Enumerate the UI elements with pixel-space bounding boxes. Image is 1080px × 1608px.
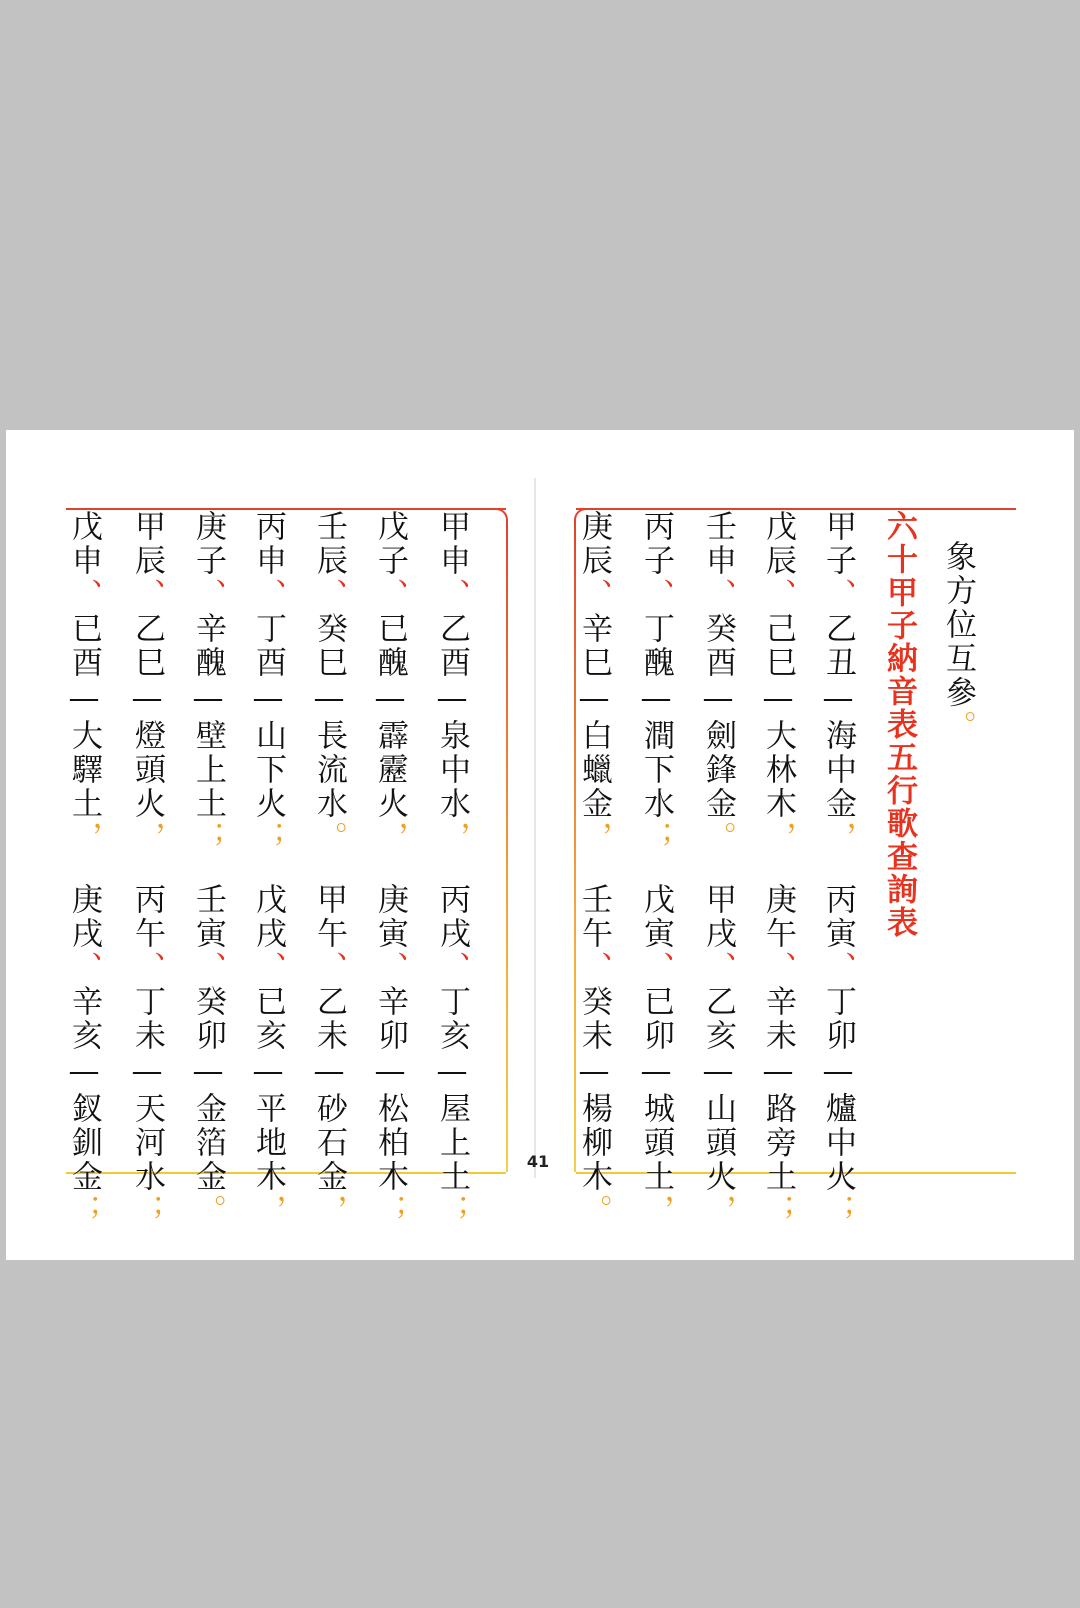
frame-corner [492,508,508,524]
left-column-7 [66,510,102,1228]
separator-comma: 、 [311,951,347,985]
end-punctuation: ， [372,821,408,855]
stem-branch-1: 丙子 [638,510,674,578]
end-punctuation: ， [311,1194,347,1228]
left-column-5 [190,510,226,1228]
stem-branch-2: 乙丑 [820,612,856,680]
end-punctuation: ； [66,1194,102,1228]
stem-branch-3: 丙寅 [820,883,856,951]
end-punctuation: ， [820,821,856,855]
element-name-1: —泉中水 [434,680,470,821]
end-punctuation: ， [638,1194,674,1228]
right-column-1 [820,510,856,1228]
stem-branch-4: 丁卯 [820,985,856,1053]
separator-comma: 、 [638,578,674,612]
stem-branch-4: 乙亥 [700,985,736,1053]
end-punctuation: ； [250,821,286,855]
separator-comma: 、 [66,578,102,612]
element-name-2: —釵釧金 [66,1053,102,1194]
table-title: 六十甲子納音表五行歌查詢表 [881,510,917,939]
left-column-3 [311,510,347,1228]
element-name-1: —燈頭火 [129,680,165,821]
page-fold [534,478,536,1178]
end-punctuation: ， [760,821,796,855]
element-name-1: —海中金 [820,680,856,821]
end-punctuation: 。 [311,821,347,855]
stem-branch-3: 丙戌 [434,883,470,951]
stem-branch-4: 已亥 [250,985,286,1053]
end-punctuation: 。 [576,1194,612,1228]
end-punctuation: ， [129,821,165,855]
stem-branch-4: 辛亥 [66,985,102,1053]
stem-branch-1: 甲子 [820,510,856,578]
end-punctuation: ， [434,821,470,855]
stem-branch-3: 丙午 [129,883,165,951]
separator-comma: 、 [372,578,408,612]
stem-branch-2: 乙酉 [434,612,470,680]
stem-branch-3: 庚午 [760,883,796,951]
separator-comma: 、 [372,951,408,985]
separator-comma: 、 [190,578,226,612]
stem-branch-2: 乙巳 [129,612,165,680]
left-column-1 [434,510,470,1228]
element-name-1: —霹靂火 [372,680,408,821]
stem-branch-4: 辛未 [760,985,796,1053]
stem-branch-3: 戊戌 [250,883,286,951]
element-name-1: —澗下水 [638,680,674,821]
left-column-6 [129,510,165,1228]
element-name-2: —爐中火 [820,1053,856,1194]
stem-branch-3: 甲戌 [700,883,736,951]
end-punctuation: ， [250,1194,286,1228]
stem-branch-1: 戊辰 [760,510,796,578]
right-column-2 [760,510,796,1228]
element-name-2: —金箔金 [190,1053,226,1194]
stem-branch-2: 辛巳 [576,612,612,680]
end-punctuation: ； [129,1194,165,1228]
left-column-2 [372,510,408,1228]
separator-comma: 、 [190,951,226,985]
separator-comma: 、 [129,951,165,985]
section-heading: 象方位互參。 [940,540,976,744]
stem-branch-4: 癸卯 [190,985,226,1053]
element-name-2: —砂石金 [311,1053,347,1194]
element-name-1: —白蠟金 [576,680,612,821]
stem-branch-1: 庚辰 [576,510,612,578]
stem-branch-2: 丁醜 [638,612,674,680]
separator-comma: 、 [250,578,286,612]
separator-comma: 、 [700,578,736,612]
stem-branch-2: 癸酉 [700,612,736,680]
stem-branch-2: 丁酉 [250,612,286,680]
frame-right-border [506,520,508,1172]
separator-comma: 、 [760,951,796,985]
stem-branch-4: 癸未 [576,985,612,1053]
end-punctuation: ； [760,1194,796,1228]
separator-comma: 、 [434,578,470,612]
end-punctuation: ； [190,821,226,855]
separator-comma: 、 [820,578,856,612]
stem-branch-1: 庚子 [190,510,226,578]
end-punctuation: ， [66,821,102,855]
stem-branch-1: 甲申 [434,510,470,578]
separator-comma: 、 [311,578,347,612]
separator-comma: 、 [129,578,165,612]
end-punctuation: ， [700,1194,736,1228]
separator-comma: 、 [576,951,612,985]
separator-comma: 、 [638,951,674,985]
stem-branch-4: 丁亥 [434,985,470,1053]
stem-branch-2: 癸巳 [311,612,347,680]
end-punctuation: 。 [190,1194,226,1228]
element-name-1: —大驛土 [66,680,102,821]
book-spread [6,430,1074,1260]
stem-branch-4: 乙未 [311,985,347,1053]
element-name-1: —長流水 [311,680,347,821]
stem-branch-1: 戊子 [372,510,408,578]
stem-branch-3: 庚寅 [372,883,408,951]
separator-comma: 、 [820,951,856,985]
right-column-3 [700,510,736,1228]
end-punctuation: ； [434,1194,470,1228]
element-name-1: —劍鋒金 [700,680,736,821]
stem-branch-1: 丙申 [250,510,286,578]
page-number: 41 [526,1152,550,1171]
element-name-2: —城頭土 [638,1053,674,1194]
element-name-2: —山頭火 [700,1053,736,1194]
stem-branch-4: 丁未 [129,985,165,1053]
stem-branch-4: 辛卯 [372,985,408,1053]
end-punctuation: 。 [700,821,736,855]
right-column-5 [576,510,612,1228]
stem-branch-1: 戊申 [66,510,102,578]
separator-comma: 、 [250,951,286,985]
element-name-2: —路旁土 [760,1053,796,1194]
element-name-1: —山下火 [250,680,286,821]
end-punctuation: ； [820,1194,856,1228]
right-column-4 [638,510,674,1228]
separator-comma: 、 [434,951,470,985]
stem-branch-1: 壬辰 [311,510,347,578]
element-name-2: —天河水 [129,1053,165,1194]
element-name-2: —平地木 [250,1053,286,1194]
stem-branch-3: 壬寅 [190,883,226,951]
stem-branch-2: 已醜 [372,612,408,680]
stem-branch-1: 甲辰 [129,510,165,578]
element-name-2: —屋上土 [434,1053,470,1194]
stem-branch-4: 已卯 [638,985,674,1053]
stem-branch-2: 辛醜 [190,612,226,680]
stem-branch-3: 壬午 [576,883,612,951]
separator-comma: 、 [66,951,102,985]
element-name-1: —大林木 [760,680,796,821]
left-column-4 [250,510,286,1228]
end-punctuation: ； [638,821,674,855]
stem-branch-3: 戊寅 [638,883,674,951]
separator-comma: 、 [700,951,736,985]
end-punctuation: ； [372,1194,408,1228]
stem-branch-3: 庚戌 [66,883,102,951]
element-name-2: —松柏木 [372,1053,408,1194]
stem-branch-1: 壬申 [700,510,736,578]
separator-comma: 、 [760,578,796,612]
stem-branch-2: 已酉 [66,612,102,680]
separator-comma: 、 [576,578,612,612]
end-punctuation: ， [576,821,612,855]
stem-branch-2: 己巳 [760,612,796,680]
stem-branch-3: 甲午 [311,883,347,951]
element-name-2: —楊柳木 [576,1053,612,1194]
element-name-1: —壁上土 [190,680,226,821]
